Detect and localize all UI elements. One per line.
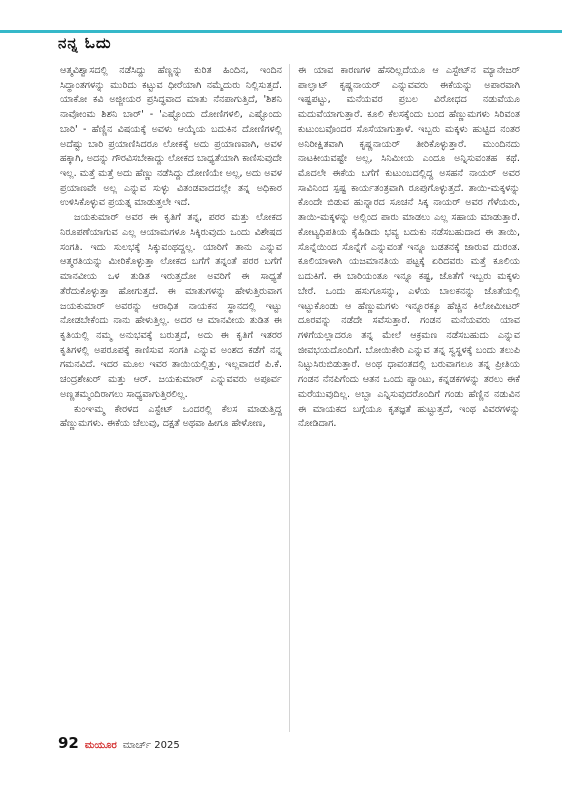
page-number: 92	[58, 734, 79, 752]
article-column-right	[298, 64, 520, 732]
header-accent-rule	[0, 30, 562, 33]
section-title: ನನ್ನ ಓದು	[58, 34, 112, 52]
article-paragraph: ಜಯಕುಮಾರ್ ಅವರ ಈ ಕೃತಿಗೆ ತನ್ನ, ಪರರ ಮತ್ತು ಲೋಕದ ನಿರೂಪಣೆಯಾಗುವ ಎಲ್ಲ ಆಯಾಮಗಳೂ ಸಿಕ್ಕಿರುವುದು ಒಂದು ವಿಶೇಷದ ಸಂಗತಿ. ಇದು ಸುಲಭಕ್ಕೆ ಸಿಕ್ಕುವಂಥದ್ದಲ್ಲ. ಯಾರಿಗೆ ತಾನು ಎನ್ನುವ ಆತ್ಮರತಿಯನ್ನು ಮೀರಿಕೊಳ್ಳುತ್ತಾ ಲೋಕದ ಬಗೆಗೆ ತನ್ನಂತೆ ಪರರ ಬಗೆಗೆ ಮಾನವೀಯ ಒಳ ತುಡಿತ ಇರುತ್ತದೋ ಅವರಿಗೆ ಈ ಸಾಧ್ಯತೆ ತೆರೆದುಕೊಳ್ಳುತ್ತಾ ಹೋಗುತ್ತದೆ. ಈ ಮಾತುಗಳನ್ನು ಹೇಳುತ್ತಿರುವಾಗ ಜಯಕುಮಾರ್ ಅವರನ್ನು ಆರಾಧಿತ ನಾಯಕನ ಸ್ಥಾನದಲ್ಲಿ ಇಟ್ಟು ನೋಡಬೇಕೆಂದು ನಾನು ಹೇಳುತ್ತಿಲ್ಲ. ಅದರ ಆ ಮಾನವೀಯ ತುಡಿತ ಈ ಕೃತಿಯಲ್ಲಿ ನಮ್ಮ ಅನುಭವಕ್ಕೆ ಬರುತ್ತದೆ, ಅದು ಈ ಕೃತಿಗೆ ಇತರರ ಕೃತಿಗಳಲ್ಲಿ ಅಪರೂಪಕ್ಕೆ ಕಾಣಿಸುವ ಸಂಗತಿ ಎನ್ನುವ ಅಂಶದ ಕಡೆಗೆ ನನ್ನ ಗಮನವಿದೆ. ಇದರ ಮೂಲ ಇವರ ತಾಯಿಯಲ್ಲಿತ್ತು, ಇಲ್ಲವಾದರೆ ಪಿ.ಕೆ. ಚಂದ್ರಶೇಖರ್ ಮತ್ತು ಆರ್. ಜಯಕುಮಾರ್ ಎನ್ನುವವರು ಅಪೂರ್ವ ಅಣ್ಣತಮ್ಮಂದಿರಾಗಲು ಸಾಧ್ಯವಾಗುತ್ತಿರಲಿಲ್ಲ.	[60, 212, 282, 400]
page-footer	[58, 734, 180, 756]
article-paragraph: ಕುಂಞಮ್ಮ ಕೇರಳದ ಎಸ್ಟೇಟ್ ಒಂದರಲ್ಲಿ ಕೆಲಸ ಮಾಡುತ್ತಿದ್ದ ಹೆಣ್ಣುಮಗಳು. ಈಕೆಯ ಚೆಲುವು, ದಕ್ಷತೆ ಅಥವಾ ಹೀಗೂ ಹೇಳೋಣ,	[60, 403, 282, 430]
article-paragraph: ಆತ್ಮವಿಶ್ವಾಸದಲ್ಲಿ ನಡೆಸಿದ್ದು ಹೆಣ್ಣನ್ನು ಕುರಿತ ಹಿಂದಿನ, ಇಂದಿನ ಸಿದ್ಧಾಂತಗಳನ್ನು ಮುರಿದು ಕಟ್ಟುವ ಧೀರೆಯಾಗಿ ನಮ್ಮೆದುರು ನಿಲ್ಲಿಸುತ್ತದೆ. ಯಾಕೋ ಕವಿ ಅಜ್ಜೀಯರ ಪ್ರಸಿದ್ಧವಾದ ಮಾತು ನೆನಪಾಗುತ್ತಿದೆ, 'ಶಿಶನಿ ನಾವೋಂಮ ಶಿಶನಿ ಬಾರ್' - 'ಎಷ್ಟೊಂದು ದೋಣಿಗಳಲಿ, ಎಷ್ಟೊಂದು ಬಾರಿ' - ಹೆಣ್ಣಿನ ವಿಷಯಕ್ಕೆ ಅವಳು ಆಯ್ಕೆಯ ಬದುಕಿನ ದೋಣಿಗಳಲ್ಲಿ ಅದೆಷ್ಟು ಬಾರಿ ಪ್ರಯಾಣಿಸಿದರೂ ಲೋಕಕ್ಕೆ ಅದು ಪ್ರಯಾಣವಾಗಿ, ಅವಳ ಹಕ್ಕಾಗಿ, ಅದನ್ನು ಗೌರವಿಸಬೇಕಾದ್ದು ಲೋಕದ ಬಾಧ್ಯತೆಯಾಗಿ ಕಾಣಿಸುವುದೇ ಇಲ್ಲ. ಮತ್ತೆ ಮತ್ತೆ ಅದು ಹೆಣ್ಣು ನಡೆಸಿದ್ದು ದೋಣಿಯೇ ಅಲ್ಲ, ಅದು ಅವಳ ಪ್ರಯಾಣವೇ ಅಲ್ಲ ಎನ್ನುವ ಸುಳ್ಳು ವಿತಂಡವಾದದಲ್ಲೇ ತನ್ನ ಅಧಿಕಾರ ಉಳಿಸಿಕೊಳ್ಳುವ ಪ್ರಯತ್ನ ಮಾಡುತ್ತಲೇ ಇದೆ.	[60, 65, 282, 209]
issue-date: ಮಾರ್ಚ್ 2025	[122, 740, 180, 751]
article-paragraph: ಈ ಯಾವ ಕಾರಣಗಳ ಹೆಸರಿಲ್ಲದೆಯೂ ಆ ಎಸ್ಟೇಟ್‌ನ ಮ್ಯಾನೇಜರ್ ಪಾಲ್ಘಾಟ್ ಕೃಷ್ಣನಾಯರ್ ಎನ್ನುವವರು ಈಕೆಯನ್ನು ಅಪಾರವಾಗಿ ಇಷ್ಟಪಟ್ಟು, ಮನೆಯವರ ಪ್ರಬಲ ವಿರೋಧದ ನಡುವೆಯೂ ಮದುವೆಯಾಗುತ್ತಾರೆ. ಕೂಲಿ ಕೆಲಸಕ್ಕೆಂದು ಬಂದ ಹೆಣ್ಣುಮಗಳು ಸಿರಿವಂತ ಕುಟುಂಬವೊಂದರ ಸೊಸೆಯಾಗುತ್ತಾಳೆ. ಇಬ್ಬರು ಮಕ್ಕಳು ಹುಟ್ಟಿದ ನಂತರ ಅನಿರೀಕ್ಷಿತವಾಗಿ ಕೃಷ್ಣನಾಯರ್ ತೀರಿಕೊಳ್ಳುತ್ತಾರೆ. ಮುಂದಿನದು ನಾಟಕೀಯವಷ್ಟೇ ಅಲ್ಲ, ಸಿನಿಮೀಯ ಎಂದೂ ಅನ್ನಿಸುವಂತಹ ಕಥೆ. ಮೊದಲೇ ಈಕೆಯ ಬಗೆಗೆ ಕುಟುಂಬದಲ್ಲಿದ್ದ ಅಸಹನೆ ನಾಯರ್ ಅವರ ಸಾವಿನಿಂದ ಸ್ಪಷ್ಟ ಕಾರ್ಯತಂತ್ರವಾಗಿ ರೂಪುಗೊಳ್ಳುತ್ತದೆ. ತಾಯಿ-ಮಕ್ಕಳನ್ನು ಕೊಂದೇ ಬಿಡುವ ಹುನ್ನಾರದ ಸೂಚನೆ ಸಿಕ್ಕ ನಾಯರ್ ಅವರ ಗೆಳೆಯರು, ತಾಯಿ-ಮಕ್ಕಳನ್ನು ಅಲ್ಲಿಂದ ಪಾರು ಮಾಡಲು ಎಲ್ಲ ಸಹಾಯ ಮಾಡುತ್ತಾರೆ. ಕೋಟ್ಯಧಿಪತಿಯ ಕೈಹಿಡಿದು ಭವ್ಯ ಬದುಕು ನಡೆಸಬಹುದಾದ ಈ ತಾಯಿ, ಸೊನ್ನೆಯಿಂದ ಸೊನ್ನೆಗೆ ಎನ್ನುವಂತೆ ಇನ್ನೂ ಬಡತನಕ್ಕೆ ಜಾರುವ ದುರಂತ. ಕೂಲಿಯಾಳಾಗಿ ಯಜಮಾನತಿಯ ಪಟ್ಟಕ್ಕೆ ಏರಿದವರು ಮತ್ತೆ ಕೂಲಿಯ ಬದುಕಿಗೆ. ಈ ಬಾರಿಯಂತೂ ಇನ್ನೂ ಕಷ್ಟ, ಜೊತೆಗೆ ಇಬ್ಬರು ಮಕ್ಕಳು ಬೇರೆ. ಒಂದು ಹಸುಗೂಸನ್ನು, ಎಳೆಯ ಬಾಲಕನನ್ನು ಜೊತೆಯಲ್ಲಿ ಇಟ್ಟುಕೊಂಡು ಆ ಹೆಣ್ಣುಮಗಳು ಇನ್ನೂರಕ್ಕೂ ಹೆಚ್ಚಿನ ಕಿಲೋಮೀಟರ್ ದೂರವನ್ನು ನಡೆದೇ ಸವೆಸುತ್ತಾರೆ. ಗಂಡನ ಮನೆಯವರು ಯಾವ ಗಳಿಗೆಯಲ್ಲಾದರೂ ತನ್ನ ಮೇಲೆ ಆಕ್ರಮಣ ನಡೆಸಬಹುದು ಎನ್ನುವ ಜೀವಭಯದೊಂದಿಗೆ. ಬೋಯಿಕೇರಿ ಎನ್ನುವ ತನ್ನ ಸ್ವಸ್ಥಳಕ್ಕೆ ಬಂದು ತಲುಪಿ ನಿಟ್ಟುಸಿರುಬಿಡುತ್ತಾರೆ. ಅಂಥ ಧಾವಂತದಲ್ಲಿ ಬರುವಾಗಲೂ ತನ್ನ ಪ್ರೀತಿಯ ಗಂಡನ ನೆನಪಿಗೆಂದು ಆತನ ಒಂದು ಪ್ಯಾಂಟು, ಕನ್ನಡಕಗಳನ್ನು ತರಲು ಈಕೆ ಮರೆಯುವುದಿಲ್ಲ. ಅಬ್ಬಾ ಎನ್ನಿಸುವುದರೊಂದಿಗೆ ಗಂಡು ಹೆಣ್ಣಿನ ನಡುವಿನ ಈ ಮಾಯಕದ ಬಗ್ಗೆಯೂ ಕೃತಜ್ಞತೆ ಹುಟ್ಟುತ್ತದೆ, ಇಂಥ ವಿವರಗಳನ್ನು ನೋಡಿದಾಗ.	[298, 65, 520, 430]
column-divider	[289, 64, 290, 732]
article-column-left	[60, 64, 282, 732]
magazine-logo: ಮಯೂರ	[84, 740, 117, 751]
